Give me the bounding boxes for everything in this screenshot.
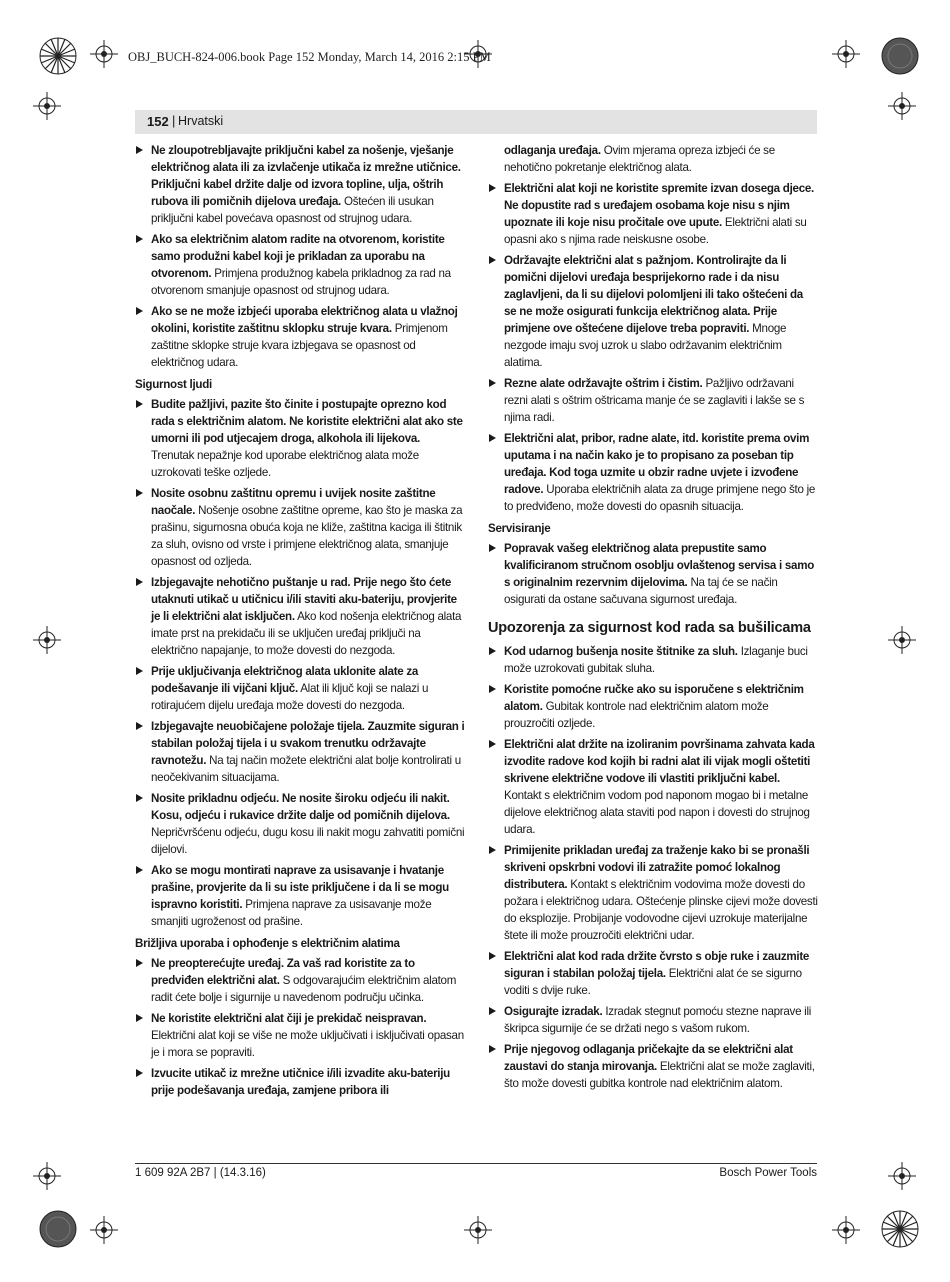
triangle-bullet-icon bbox=[136, 578, 143, 586]
list-item bbox=[135, 862, 465, 930]
left-items-group-3 bbox=[135, 955, 465, 1099]
left-items-group-1 bbox=[135, 142, 465, 371]
crosshair-mark-top-1 bbox=[90, 40, 118, 68]
list-item-bold: Izbjegavajte nehotično puštanje u rad. Prije nego što ćete utaknuti utikač u utičnicu i/ili staviti aku-bateriju, provjerite je li električni alat isključen. bbox=[151, 576, 457, 623]
list-item bbox=[135, 790, 465, 858]
triangle-bullet-icon bbox=[136, 146, 143, 154]
triangle-bullet-icon bbox=[136, 866, 143, 874]
list-item-text: Kontakt s električnim vodovima može dovesti do požara i električnog udara. Oštećenje plinske cijevi može dovesti do eksplozije. Probijanje vodovodne cijevi uzrokuje materijalne štete ili može prouzročiti električni udar. bbox=[504, 878, 818, 942]
list-item-text: Mnoge nezgode imaju svoj uzrok u slabo održavanim električnim alatima. bbox=[504, 322, 787, 369]
list-item bbox=[135, 231, 465, 299]
list-item bbox=[135, 1065, 465, 1099]
triangle-bullet-icon bbox=[489, 846, 496, 854]
list-item-text: Oštećen ili usukan priključni kabel povećava opasnost od strujnog udara. bbox=[151, 195, 434, 225]
list-item-text: Električni alat će se sigurno voditi s dvije ruke. bbox=[504, 967, 802, 997]
list-item bbox=[135, 718, 465, 786]
list-item-bold: Osigurajte izradak. bbox=[504, 1005, 603, 1018]
list-item-text: S odgovarajućim električnim alatom radit ćete bolje i sigurnije u navedenom području učinka. bbox=[151, 974, 457, 1004]
list-item bbox=[135, 142, 465, 227]
list-item bbox=[135, 955, 465, 1006]
crosshair-mark-mid-right bbox=[888, 626, 916, 654]
triangle-bullet-icon bbox=[489, 256, 496, 264]
list-item bbox=[135, 1010, 465, 1061]
list-item-text: Gubitak kontrole nad električnim alatom može prouzročiti ozljede. bbox=[504, 700, 769, 730]
list-item-text: Nepričvršćenu odjeću, dugu kosu ili nakit mogu zahvatiti pomični dijelovi. bbox=[151, 826, 465, 856]
triangle-bullet-icon bbox=[136, 1014, 143, 1022]
list-item bbox=[488, 540, 818, 608]
triangle-bullet-icon bbox=[489, 647, 496, 655]
list-item bbox=[488, 643, 818, 677]
page-number: 152 bbox=[147, 114, 169, 129]
list-item-bold: Kod udarnog bušenja nosite štitnike za sluh. bbox=[504, 645, 738, 658]
list-item bbox=[488, 252, 818, 371]
list-item bbox=[135, 574, 465, 659]
right-items-group-3 bbox=[488, 643, 818, 1092]
list-item-bold: Nosite prikladnu odjeću. Ne nosite široku odjeću ili nakit. Kosu, odjeću i rukavice držite dalje od pomičnih dijelova. bbox=[151, 792, 450, 822]
list-item-bold: Rezne alate održavajte oštrim i čistim. bbox=[504, 377, 703, 390]
list-item-text: Uporaba električnih alata za druge primjene nego što je to predviđeno, može dovesti do opasnih situacija. bbox=[504, 483, 816, 513]
section-heading-people: Sigurnost ljudi bbox=[135, 378, 212, 391]
list-item-bold: Električni alat kod rada držite čvrsto s obje ruke i zauzmite siguran i stabilan položaj tijela. bbox=[504, 950, 810, 980]
list-item-text: Električni alati su opasni ako s njima rade neiskusne osobe. bbox=[504, 216, 807, 246]
list-item bbox=[488, 681, 818, 732]
list-item-bold: Održavajte električni alat s pažnjom. Kontrolirajte da li pomični dijelovi uređaja besprijekorno rade i da nisu zaglavljeni, da li su dijelovi polomljeni ili tako oštećeni da se ne može osigurati funkcija električnog alata. Prije primjene ove oštećene dijelove treba popraviti. bbox=[504, 254, 803, 335]
list-item-bold: Ne koristite električni alat čiji je prekidač neispravan. bbox=[151, 1012, 427, 1025]
list-item-text: Primjena naprave za usisavanje može smanjiti ugroženost od prašine. bbox=[151, 898, 432, 928]
list-item-text: Izradak stegnut pomoću stezne naprave ili škripca sigurnije će se držati nego s vašom rukom. bbox=[504, 1005, 812, 1035]
crosshair-mark-bottom-1 bbox=[90, 1216, 118, 1244]
crosshair-mark-upper-left bbox=[33, 92, 61, 120]
footer-brand: Bosch Power Tools bbox=[719, 1167, 817, 1179]
section-heading-care: Brižljiva uporaba i ophođenje s električnim alatima bbox=[135, 937, 400, 950]
crosshair-mark-bottom-3 bbox=[832, 1216, 860, 1244]
list-item bbox=[488, 1003, 818, 1037]
list-item-bold: Izbjegavajte neuobičajene položaje tijela. Zauzmite siguran i stabilan položaj tijela i u svakom trenutku održavajte ravnotežu. bbox=[151, 720, 465, 767]
triangle-bullet-icon bbox=[136, 1069, 143, 1077]
continuation-text: Ovim mjerama opreza izbjeći će se nehotično pokretanje električnog alata. bbox=[504, 144, 775, 174]
list-item bbox=[488, 180, 818, 248]
list-item-bold: Popravak vašeg električnog alata prepustite samo kvalificiranom stručnom osoblju ovlaštenog servisa i samo s originalnim rezervnim dijelovima. bbox=[504, 542, 815, 589]
triangle-bullet-icon bbox=[489, 184, 496, 192]
triangle-bullet-icon bbox=[136, 667, 143, 675]
list-item-bold: Nosite osobnu zaštitnu opremu i uvijek nosite zaštitne naočale. bbox=[151, 487, 436, 517]
list-item-bold: Prije uključivanja električnog alata uklonite alate za podešavanje ili vijčani ključ. bbox=[151, 665, 419, 695]
crosshair-mark-upper-right bbox=[888, 92, 916, 120]
list-item-bold: Primijenite prikladan uređaj za traženje kako bi se pronašli skriveni opskrbni vodovi ili zatražite pomoć lokalnog distributera. bbox=[504, 844, 810, 891]
right-items-group-1 bbox=[488, 180, 818, 515]
list-item bbox=[488, 842, 818, 944]
registration-mark-top-left bbox=[38, 36, 78, 76]
list-item-bold: Budite pažljivi, pazite što činite i postupajte oprezno kod rada s električnim alatom. Ne koristite električni alat ako ste umorni ili pod utjecajem droga, alkohola ili lijekova. bbox=[151, 398, 463, 445]
continuation-bold: odlaganja uređaja. bbox=[504, 144, 601, 157]
list-item-bold: Ne preopterećujte uređaj. Za vaš rad koristite za to predviđen električni alat. bbox=[151, 957, 415, 987]
triangle-bullet-icon bbox=[489, 740, 496, 748]
registration-mark-bottom-left bbox=[38, 1209, 78, 1249]
list-item-bold: Električni alat koji ne koristite spremite izvan dosega djece. Ne dopustite rad s uređajem osobama koje nisu s njim upoznate ili koje nisu pročitale ove upute. bbox=[504, 182, 814, 229]
triangle-bullet-icon bbox=[136, 400, 143, 408]
left-column bbox=[135, 142, 465, 1103]
list-item-text: Izlaganje buci može uzrokovati gubitak sluha. bbox=[504, 645, 808, 675]
list-item-text: Alat ili ključ koji se nalazi u rotirajućem dijelu uređaja može dovesti do nezgoda. bbox=[151, 682, 429, 712]
left-items-group-2 bbox=[135, 396, 465, 930]
list-item-text: Na taj će se način osigurati da ostane sačuvana sigurnost uređaja. bbox=[504, 576, 778, 606]
header-language: Hrvatski bbox=[178, 114, 224, 128]
footer-doc-number: 1 609 92A 2B7 | (14.3.16) bbox=[135, 1167, 266, 1179]
list-item bbox=[135, 663, 465, 714]
list-item-text: Električni alat se može zaglaviti, što može dovesti gubitka kontrole nad električnim alatom. bbox=[504, 1060, 815, 1090]
triangle-bullet-icon bbox=[489, 1045, 496, 1053]
list-item-text: Kontakt s električnim vodom pod naponom mogao bi i metalne dijelove električnog alata staviti pod napon i dovesti do strujnog udara. bbox=[504, 789, 810, 836]
list-item-text: Ako kod nošenja električnog alata imate prst na prekidaču ili se uključen uređaj priključi na električno napajanje, to može dovesti do nezgoda. bbox=[151, 610, 462, 657]
registration-mark-bottom-right bbox=[880, 1209, 920, 1249]
crosshair-mark-bottom-2 bbox=[464, 1216, 492, 1244]
list-item bbox=[135, 303, 465, 371]
list-item-text: Trenutak nepažnje kod uporabe električnog alata može uzrokovati teške ozljede. bbox=[151, 449, 419, 479]
list-item bbox=[135, 396, 465, 481]
list-item bbox=[135, 485, 465, 570]
list-item-text: Električni alat koji se više ne može uključivati i isključivati opasan je i mora se popraviti. bbox=[151, 1029, 464, 1059]
list-item-text: Pažljivo održavani rezni alati s oštrim oštricama manje će se zaglaviti i lakše se s njima radi. bbox=[504, 377, 805, 424]
right-column bbox=[488, 142, 818, 1096]
list-item-bold: Izvucite utikač iz mrežne utičnice i/ili izvadite aku-bateriju prije podešavanja uređaja, zamjene pribora ili bbox=[151, 1067, 450, 1097]
list-item-bold: Koristite pomoćne ručke ako su isporučene s električnim alatom. bbox=[504, 683, 804, 713]
list-item-bold: Električni alat držite na izoliranim površinama zahvata kada izvodite radove kod kojih bi radni alat ili vijak mogli oštetiti skrivene električne vodove ili vlastiti priključni kabel. bbox=[504, 738, 815, 785]
list-item bbox=[488, 736, 818, 838]
list-item-bold: Ne zloupotrebljavajte priključni kabel za nošenje, vješanje električnog alata ili za izvlačenje utikača iz mrežne utičnice. Priključni kabel držite dalje od izvora topline, ulja, oštrih rubova ili pomičnih dijelova uređaja. bbox=[151, 144, 461, 208]
section-heading-service: Servisiranje bbox=[488, 522, 551, 535]
list-item-text: Nošenje osobne zaštitne opreme, kao što je maska za prašinu, sigurnosna obuća koja ne kliže, zaštitna kaciga ili štitnik za sluh, ovisno od vrste i primjene električnog alata, smanjuje opasnost od ozljeda. bbox=[151, 504, 463, 568]
triangle-bullet-icon bbox=[136, 722, 143, 730]
list-item-text: Primjenom zaštitne sklopke struje kvara izbjegava se opasnost od električnog udara. bbox=[151, 322, 448, 369]
crosshair-mark-mid-left bbox=[33, 626, 61, 654]
list-item-text: Primjena produžnog kabela prikladnog za rad na otvorenom smanjuje opasnost od strujnog udara. bbox=[151, 267, 451, 297]
list-item-bold: Električni alat, pribor, radne alate, itd. koristite prema ovim uputama i na način kako je to propisano za poseban tip uređaja. Kod toga uzmite u obzir radne uvjete i izvođene radove. bbox=[504, 432, 810, 496]
footer-rule bbox=[135, 1163, 817, 1164]
triangle-bullet-icon bbox=[136, 307, 143, 315]
triangle-bullet-icon bbox=[136, 489, 143, 497]
print-slug: OBJ_BUCH-824-006.book Page 152 Monday, March 14, 2016 2:15 PM bbox=[128, 50, 491, 64]
triangle-bullet-icon bbox=[136, 794, 143, 802]
list-item bbox=[488, 1041, 818, 1092]
list-item-bold: Ako se mogu montirati naprave za usisavanje i hvatanje prašine, provjerite da li su iste priključene i da li se mogu ispravno koristiti. bbox=[151, 864, 449, 911]
header-separator: | bbox=[172, 113, 176, 128]
crosshair-mark-top-3 bbox=[832, 40, 860, 68]
registration-mark-top-right bbox=[880, 36, 920, 76]
list-item-text: Na taj način možete električni alat bolje kontrolirati u neočekivanim situacijama. bbox=[151, 754, 461, 784]
page-header bbox=[135, 110, 817, 134]
list-item bbox=[488, 375, 818, 426]
list-item-bold: Prije njegovog odlaganja pričekajte da se električni alat zaustavi do stanja mirovanja. bbox=[504, 1043, 793, 1073]
list-item bbox=[488, 430, 818, 515]
continuation-paragraph bbox=[504, 142, 818, 176]
triangle-bullet-icon bbox=[489, 544, 496, 552]
triangle-bullet-icon bbox=[489, 379, 496, 387]
triangle-bullet-icon bbox=[489, 685, 496, 693]
list-item bbox=[488, 948, 818, 999]
list-item-bold: Ako sa električnim alatom radite na otvorenom, koristite samo produžni kabel koji je prikladan za uporabu na otvorenom. bbox=[151, 233, 445, 280]
triangle-bullet-icon bbox=[136, 235, 143, 243]
triangle-bullet-icon bbox=[136, 959, 143, 967]
triangle-bullet-icon bbox=[489, 952, 496, 960]
triangle-bullet-icon bbox=[489, 434, 496, 442]
heading-drill-safety: Upozorenja za sigurnost kod rada sa bušilicama bbox=[488, 620, 811, 636]
list-item-bold: Ako se ne može izbjeći uporaba električnog alata u vlažnoj okolini, koristite zaštitnu sklopku struje kvara. bbox=[151, 305, 458, 335]
crosshair-mark-lower-left bbox=[33, 1162, 61, 1190]
crosshair-mark-lower-right bbox=[888, 1162, 916, 1190]
triangle-bullet-icon bbox=[489, 1007, 496, 1015]
right-items-group-2 bbox=[488, 540, 818, 608]
